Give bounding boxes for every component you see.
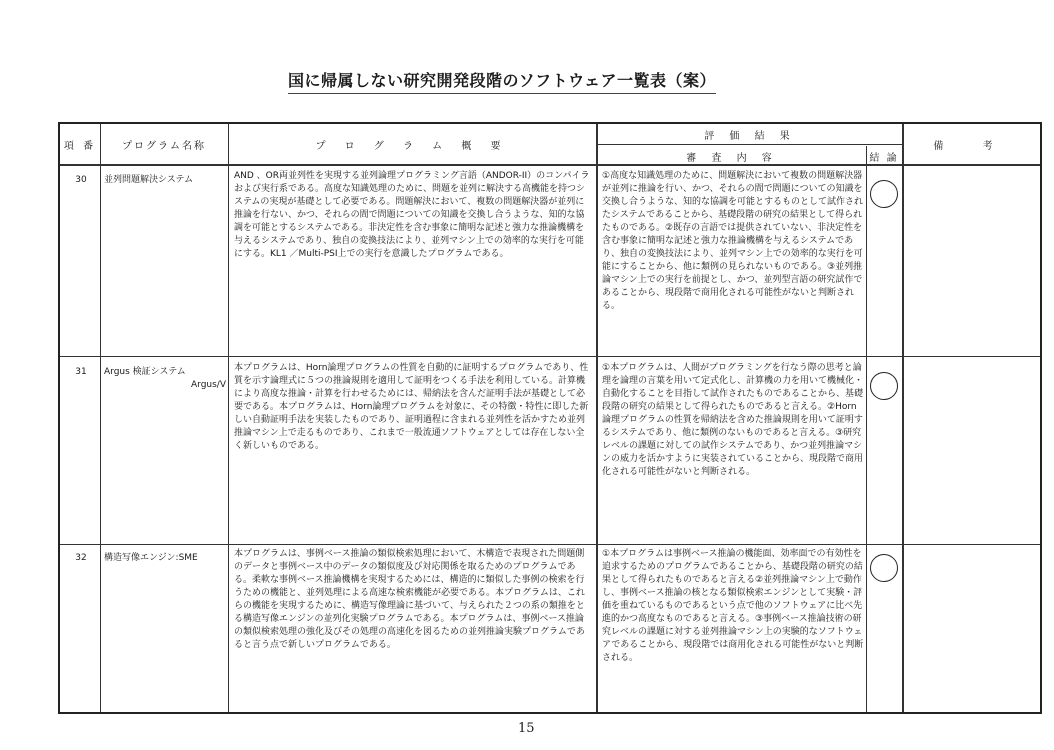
row-review: ①高度な知識処理のために、問題解決において複数の問題解決器が並列に推論を行い、かつ、それらの間で問題についての知識を交換し合うような、知的な協調を可能とするものとして試作されたシステムであることから、基礎段階の研究の結果として得られたものである。②既存の言語では提供されていない、非決定性を含む事象に簡明な記述と強力な推論機構を与えるシステムであり、独自の変換技法により、並列マシン上での効率的な実行を可能にすることから、他に類例の見られないものである。③並列推論マシン上での実行を前提とし、かつ、並列型言語の研究試作であることから、現段階で商用化される可能性がないと判断される。	[602, 171, 864, 311]
page-title: 国に帰属しない研究開発段階のソフトウェア一覧表（案）	[288, 68, 716, 94]
software-table	[58, 122, 1042, 714]
conclusion-circle-icon	[870, 554, 898, 582]
row-overview: AND 、OR両並列性を実現する並列論理プログラミング言語（ANDOR-II）のコンパイラおよび実行系である。高度な知識処理のために、問題を並列に解決する高機能を持つシステムの実現が基礎として必要である。問題解決において、複数の問題解決器が並列に推論を行ない、かつ、それらの間で問題についての知識を交換し合うような、知的な協調を可能とするシステムである。非決定性を含む事象に簡明な記述と強力な推論機構を与えるシステムであり、独自の変換技法により、並列マシン上での効率的な実行を可能にする。KL1 ／Multi-PSI上での実行を意識したプログラムである。	[234, 171, 590, 259]
row-review: ①本プログラムは、人間がプログラミングを行なう際の思考と論理を論理の言葉を用いて定式化し、計算機の力を用いて機械化・自動化することを目指して試作されたものであることから、基礎段階の研究の結果として得られたものであると言える。②Horn論理プログラムの性質を帰納法を含めた推論規則を用いて証明するシステムであり、他に類例のないものであると言える。③研究レベルの課題に対しての試作システムであり、かつ並列推論マシンの威力を活かすように実装されていることから、現段階で商用化される可能性がないと判断される。	[602, 363, 864, 477]
row-number: 31	[75, 367, 87, 377]
conclusion-circle-icon	[870, 372, 898, 400]
header-program-name: プログラム名称	[122, 141, 206, 152]
header-overview: プ ロ グ ラ ム 概 要	[315, 141, 509, 152]
header-conclusion: 結 論	[869, 153, 899, 164]
header-remarks: 備 考	[933, 141, 1011, 152]
row-program-sub: Argus/V	[191, 380, 226, 390]
header-review: 審 査 内 容	[686, 153, 778, 164]
row-review: ①本プログラムは事例ベース推論の機能面、効率面での有効性を追求するためのプログラムであることから、基礎段階の研究の結果として得られたものであると言える②並列推論マシン上で動作し、事例ベース推論の核となる類似検索エンジンとして実験・評価を重ねているものであるという点で他のソフトウェアに比べ先進的かつ高度なものであると言える。③事例ベース推論技術の研究レベルの課題に対する並列推論マシン上の実験的なソフトウェアであることから、現段階では商用化される可能性がないと判断される。	[602, 549, 864, 663]
row-overview: 本プログラムは、事例ベース推論の類似検索処理において、木構造で表現された問題側のデータと事例ベース中のデータの類似度及び対応関係を取るためのプログラムである。柔軟な事例ベース推論機構を実現するためには、構造的に類似した事例の検索を行うための機能と、並列処理による高速な検索機能が必要である。本プログラムは、これらの機能を実現するために、構造写像理論に基づいて、与えられた２つの系の類推をとる構造写像エンジンの並列化実験プログラムである。本プログラムは、事例ベース推論の類似検索処理の強化及びその処理の高速化を図るための並列推論実験プログラムであると言う点で新しいプログラムである。	[234, 549, 585, 650]
page-number: 15	[518, 721, 535, 736]
row-number: 32	[75, 553, 87, 563]
conclusion-circle-icon	[870, 180, 898, 208]
row-program-name: Argus 検証システム	[104, 367, 186, 377]
row-program-name: 並列問題解決システム	[104, 175, 194, 185]
row-number: 30	[75, 175, 87, 185]
row-overview: 本プログラムは、Horn論理プログラムの性質を自動的に証明するプログラムであり、性質を示す論理式に５つの推論規則を適用して証明をつくる手法を利用している。計算機により高度な推論・計算を行わせるためには、帰納法を含んだ証明手法が基礎として必要である。本プログラムは、Horn論理プログラムを対象に、その特徴・特性に即した新しい自動証明手法を実装したものであり、証明過程に含まれる並列性を活かすため並列推論マシン上で走るものであり、これまで一般流通ソフトウェアとしては存在しない全く新しいものである。	[234, 363, 589, 451]
row-program-name: 構造写像エンジン:SME	[104, 553, 198, 563]
header-number: 項 番	[63, 141, 97, 152]
header-eval: 評 価 結 果	[704, 131, 796, 142]
